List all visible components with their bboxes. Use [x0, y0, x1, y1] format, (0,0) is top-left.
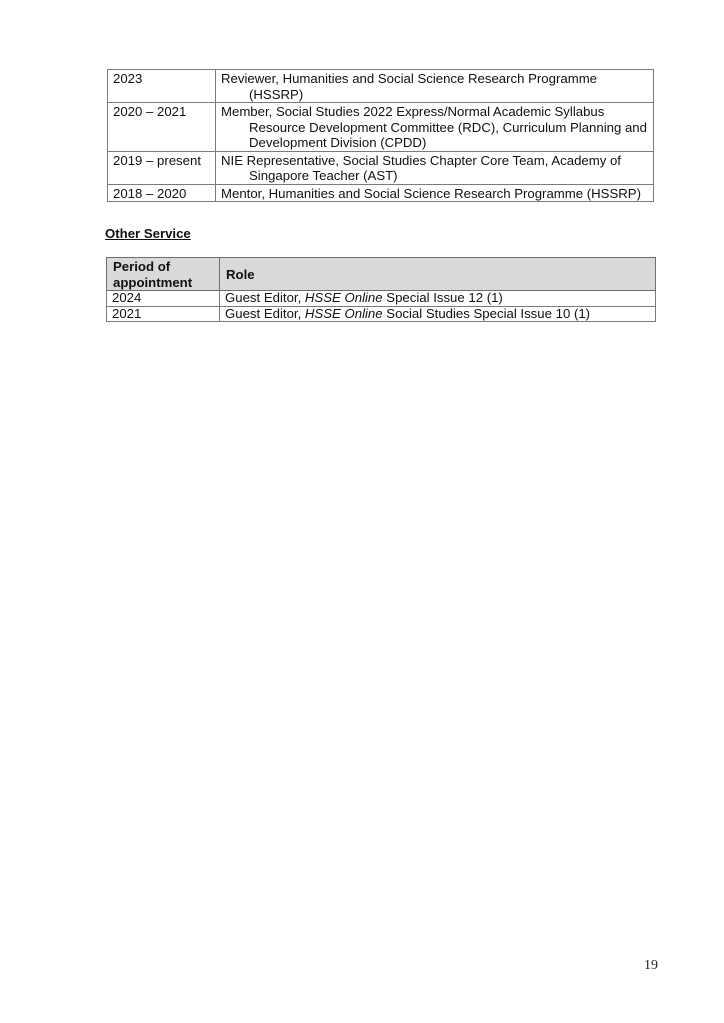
page-number: 19: [644, 958, 658, 973]
role-text: Mentor, Humanities and Social Science Research Programme (HSSRP): [221, 185, 641, 201]
role-text: NIE Representative, Social Studies Chapter Core Team, Academy of Singapore Teacher (AST): [221, 152, 621, 183]
role-header: Role: [220, 258, 656, 291]
other-service-table: [106, 257, 656, 322]
table-row: [108, 103, 654, 152]
role-text: Member, Social Studies 2022 Express/Normal Academic Syllabus Resource Development Committee (RDC), Curriculum Planning and Development Division (CPDD): [221, 104, 647, 150]
period-cell: 2020 – 2021: [108, 103, 216, 152]
period-cell: 2023: [108, 70, 216, 103]
section-heading: Other Service: [105, 226, 191, 241]
role-prefix: Guest Editor,: [225, 305, 305, 321]
table-row: [108, 184, 654, 202]
role-cell: [220, 291, 656, 307]
table-row: [107, 306, 656, 322]
role-cell: [216, 103, 654, 152]
role-suffix: Special Issue 12 (1): [382, 290, 503, 305]
table-row: [108, 70, 654, 103]
role-prefix: Guest Editor,: [225, 290, 305, 305]
period-cell: 2021: [107, 306, 220, 322]
period-cell: 2024: [107, 291, 220, 307]
period-header: Period of appointment: [107, 258, 220, 291]
role-cell: [216, 151, 654, 184]
role-text: Reviewer, Humanities and Social Science Research Programme (HSSRP): [221, 71, 598, 102]
period-cell: 2019 – present: [108, 151, 216, 184]
role-suffix: Social Studies Special Issue 10 (1): [382, 305, 591, 321]
table-row: [107, 291, 656, 307]
service-table: [107, 69, 654, 202]
role-cell: [216, 70, 654, 103]
table-row: [108, 151, 654, 184]
role-cell: [220, 306, 656, 322]
journal-title: HSSE Online: [304, 290, 383, 305]
role-cell: [216, 184, 654, 202]
table-header-row: [107, 258, 656, 291]
journal-title: HSSE Online: [304, 305, 383, 321]
period-cell: 2018 – 2020: [108, 184, 216, 202]
